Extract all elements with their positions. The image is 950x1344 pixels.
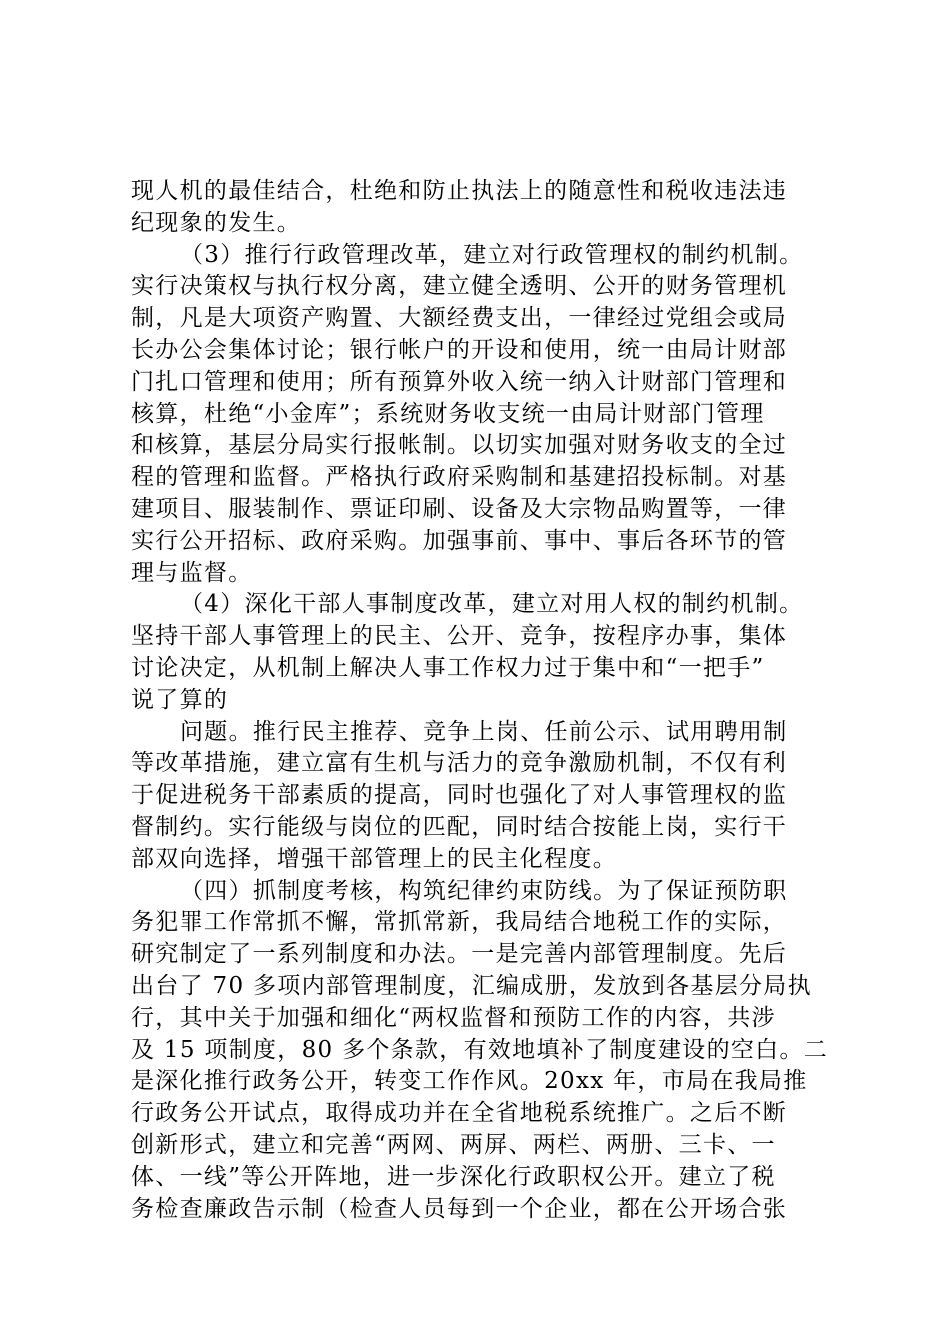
text-line: 研究制定了一系列制度和办法。一是完善内部管理制度。先后 — [131, 941, 788, 968]
text-line: 纪现象的发生。 — [131, 209, 302, 236]
text-line: 部双向选择，增强干部管理上的民主化程度。 — [131, 845, 617, 872]
text-line: 建项目、服装制作、票证印刷、设备及大宗物品购置等，一律 — [131, 495, 788, 522]
text-line: 现人机的最佳结合，杜绝和防止执法上的随意性和税收违法违 — [131, 178, 788, 204]
text-line: 实行决策权与执行权分离，建立健全透明、公开的财务管理机 — [131, 273, 788, 300]
text-line: 督制约。实行能级与岗位的匹配，同时结合按能上岗，实行干 — [131, 813, 788, 840]
text-line: 体、一线”等公开阵地，进一步深化行政职权公开。建立了税 — [131, 1163, 776, 1190]
text-line: 等改革措施，建立富有生机与活力的竞争激励机制，不仅有利 — [131, 750, 788, 777]
text-line: （四）抓制度考核，构筑纪律约束防线。为了保证预防职 — [180, 877, 788, 904]
text-line: （3）推行行政管理改革，建立对行政管理权的制约机制。 — [180, 241, 804, 268]
text-line: 实行公开招标、政府采购。加强事前、事中、事后各环节的管 — [131, 527, 788, 554]
text-line: 坚持干部人事管理上的民主、公开、竞争，按程序办事，集体 — [131, 623, 788, 650]
text-line: 行，其中关于加强和细化“两权监督和预防工作的内容，共涉 — [131, 1004, 776, 1031]
text-line: 门扎口管理和使用；所有预算外收入统一纳入计财部门管理和 — [131, 368, 788, 395]
text-line: 于促进税务干部素质的提高，同时也强化了对人事管理权的监 — [131, 782, 788, 809]
document-body — [131, 176, 831, 1225]
text-line: 说了算的 — [131, 686, 229, 713]
text-line: 核算，杜绝“小金库”；系统财务收支统一由局计财部门管理 — [131, 400, 765, 427]
text-line: 务检查廉政告示制（检查人员每到一个企业，都在公开场合张 — [131, 1195, 788, 1222]
text-line: 行政务公开试点，取得成功并在全省地税系统推广。之后不断 — [131, 1100, 788, 1127]
text-line: 和核算，基层分局实行报帐制。以切实加强对财务收支的全过 — [131, 432, 788, 459]
text-line: 理与监督。 — [131, 559, 253, 586]
text-line: （4）深化干部人事制度改革，建立对用人权的制约机制。 — [180, 591, 804, 618]
text-line: 出台了 70 多项内部管理制度，汇编成册，发放到各基层分局执 — [131, 972, 812, 999]
text-line: 程的管理和监督。严格执行政府采购制和基建招投标制。对基 — [131, 464, 788, 491]
text-line: 及 15 项制度，80 多个条款，有效地填补了制度建设的空白。二 — [131, 1036, 829, 1063]
text-line: 是深化推行政务公开，转变工作作风。20xx 年，市局在我局推 — [131, 1068, 808, 1095]
text-line: 创新形式，建立和完善“两网、两屏、两栏、两册、三卡、一 — [131, 1131, 776, 1158]
text-line: 讨论决定，从机制上解决人事工作权力过于集中和“一把手” — [131, 654, 765, 681]
text-line: 务犯罪工作常抓不懈，常抓常新，我局结合地税工作的实际， — [131, 909, 788, 936]
text-line: 问题。推行民主推荐、竞争上岗、任前公示、试用聘用制 — [180, 718, 788, 745]
text-line: 制，凡是大项资产购置、大额经费支出，一律经过党组会或局 — [131, 305, 788, 332]
text-line: 长办公会集体讨论；银行帐户的开设和使用，统一由局计财部 — [131, 336, 788, 363]
